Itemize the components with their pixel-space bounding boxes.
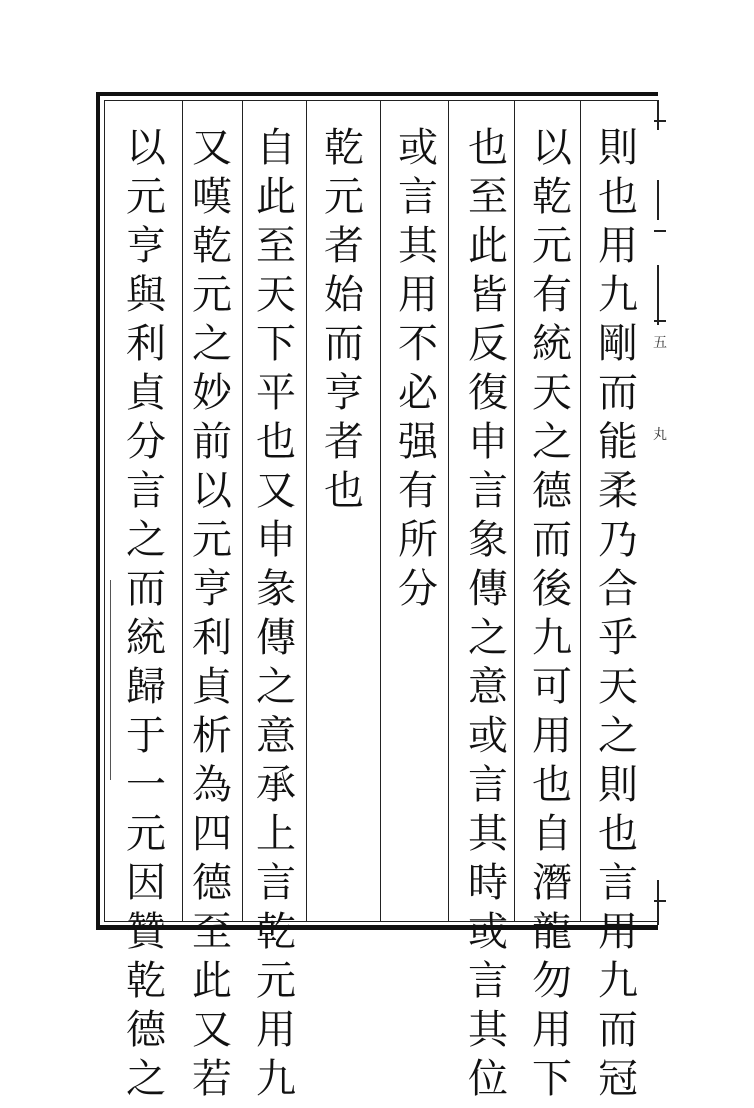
glyph: 之 — [126, 517, 166, 563]
glyph: 元 — [126, 811, 166, 857]
glyph: 元 — [192, 517, 232, 563]
glyph: 至 — [192, 909, 232, 955]
margin-stroke — [110, 580, 111, 780]
glyph: 也 — [598, 811, 638, 857]
glyph: 用 — [256, 1007, 296, 1053]
glyph: 又 — [192, 1007, 232, 1053]
glyph: 始 — [324, 272, 364, 318]
glyph: 之 — [126, 1056, 166, 1102]
glyph: 有 — [398, 468, 438, 514]
glyph: 其 — [468, 1007, 508, 1053]
glyph: 亨 — [192, 566, 232, 612]
glyph: 柔 — [598, 468, 638, 514]
glyph: 于 — [126, 713, 166, 759]
glyph: 傳 — [256, 615, 296, 661]
glyph: 九 — [532, 615, 572, 661]
gutter-mark: 丸 — [653, 427, 667, 443]
column-rule — [380, 100, 381, 922]
glyph: 前 — [192, 419, 232, 465]
glyph: 或 — [468, 713, 508, 759]
glyph: 又 — [256, 468, 296, 514]
glyph: 申 — [256, 517, 296, 563]
glyph: 言 — [256, 860, 296, 906]
glyph: 冠 — [598, 1056, 638, 1102]
glyph: 傳 — [468, 566, 508, 612]
glyph: 贊 — [126, 909, 166, 955]
glyph: 所 — [398, 517, 438, 563]
column-rule — [306, 100, 307, 922]
glyph: 而 — [598, 370, 638, 416]
glyph: 其 — [398, 223, 438, 269]
glyph: 德 — [532, 468, 572, 514]
glyph: 元 — [324, 174, 364, 220]
glyph: 平 — [256, 370, 296, 416]
glyph: 或 — [468, 909, 508, 955]
glyph: 元 — [192, 272, 232, 318]
glyph: 申 — [468, 419, 508, 465]
text-column-3 — [462, 125, 514, 1108]
glyph: 若 — [192, 1056, 232, 1102]
text-column-4 — [392, 125, 444, 618]
glyph: 九 — [598, 272, 638, 318]
glyph: 合 — [598, 566, 638, 612]
glyph: 也 — [468, 125, 508, 171]
glyph: 其 — [468, 811, 508, 857]
glyph: 歸 — [126, 664, 166, 710]
glyph: 乾 — [256, 909, 296, 955]
glyph: 後 — [532, 566, 572, 612]
glyph: 意 — [256, 713, 296, 759]
glyph: 之 — [192, 321, 232, 367]
column-rule — [514, 100, 515, 922]
glyph: 乃 — [598, 517, 638, 563]
glyph: 象 — [468, 517, 508, 563]
glyph: 與 — [126, 272, 166, 318]
glyph: 以 — [532, 125, 572, 171]
glyph: 言 — [468, 468, 508, 514]
glyph: 以 — [126, 125, 166, 171]
glyph: 一 — [126, 762, 166, 808]
glyph: 乎 — [598, 615, 638, 661]
glyph: 此 — [192, 958, 232, 1004]
glyph: 承 — [256, 762, 296, 808]
glyph: 下 — [532, 1056, 572, 1102]
glyph: 統 — [532, 321, 572, 367]
glyph: 乾 — [532, 174, 572, 220]
glyph: 彖 — [256, 566, 296, 612]
column-rule — [448, 100, 449, 922]
glyph: 貞 — [192, 664, 232, 710]
text-column-8 — [120, 125, 172, 1108]
glyph: 天 — [532, 370, 572, 416]
glyph: 德 — [126, 1007, 166, 1053]
glyph: 龍 — [532, 909, 572, 955]
gutter-tick — [654, 230, 666, 232]
text-column-5 — [318, 125, 370, 520]
glyph: 元 — [126, 174, 166, 220]
glyph: 分 — [126, 419, 166, 465]
gutter-tick — [654, 900, 666, 902]
glyph: 或 — [398, 125, 438, 171]
glyph: 皆 — [468, 272, 508, 318]
glyph: 者 — [324, 223, 364, 269]
column-rule — [182, 100, 183, 922]
glyph: 元 — [256, 958, 296, 1004]
glyph: 能 — [598, 419, 638, 465]
glyph: 亨 — [126, 223, 166, 269]
glyph: 者 — [324, 419, 364, 465]
glyph: 强 — [398, 419, 438, 465]
text-column-7 — [186, 125, 238, 1108]
gutter-line — [657, 180, 659, 220]
glyph: 又 — [192, 125, 232, 171]
gutter-line — [657, 880, 659, 925]
glyph: 至 — [256, 223, 296, 269]
glyph: 利 — [192, 615, 232, 661]
glyph: 言 — [398, 174, 438, 220]
glyph: 妙 — [192, 370, 232, 416]
column-rule — [580, 100, 581, 922]
glyph: 意 — [468, 664, 508, 710]
glyph: 因 — [126, 860, 166, 906]
glyph: 言 — [468, 762, 508, 808]
glyph: 反 — [468, 321, 508, 367]
glyph: 統 — [126, 615, 166, 661]
glyph: 天 — [256, 272, 296, 318]
glyph: 自 — [256, 125, 296, 171]
glyph: 之 — [468, 615, 508, 661]
page-gutter — [650, 100, 668, 930]
glyph: 言 — [468, 958, 508, 1004]
glyph: 用 — [532, 1007, 572, 1053]
glyph: 以 — [192, 468, 232, 514]
glyph: 勿 — [532, 958, 572, 1004]
glyph: 之 — [598, 713, 638, 759]
glyph: 也 — [324, 468, 364, 514]
glyph: 貞 — [126, 370, 166, 416]
glyph: 必 — [398, 370, 438, 416]
glyph: 言 — [126, 468, 166, 514]
glyph: 上 — [256, 811, 296, 857]
glyph: 為 — [192, 762, 232, 808]
glyph: 九 — [598, 958, 638, 1004]
glyph: 用 — [598, 909, 638, 955]
glyph: 乾 — [324, 125, 364, 171]
glyph: 之 — [532, 419, 572, 465]
glyph: 也 — [532, 762, 572, 808]
gutter-tick — [654, 120, 666, 122]
glyph: 乾 — [126, 958, 166, 1004]
glyph: 而 — [598, 1007, 638, 1053]
glyph: 有 — [532, 272, 572, 318]
gutter-mark: 五 — [653, 335, 667, 351]
glyph: 則 — [598, 762, 638, 808]
glyph: 用 — [532, 713, 572, 759]
gutter-line — [657, 265, 659, 325]
glyph: 自 — [532, 811, 572, 857]
gutter-line — [657, 100, 659, 130]
glyph: 也 — [598, 174, 638, 220]
column-rule — [242, 100, 243, 922]
glyph: 也 — [256, 419, 296, 465]
glyph: 四 — [192, 811, 232, 857]
glyph: 剛 — [598, 321, 638, 367]
glyph: 而 — [324, 321, 364, 367]
glyph: 德 — [192, 860, 232, 906]
glyph: 用 — [598, 223, 638, 269]
glyph: 元 — [532, 223, 572, 269]
glyph: 天 — [598, 664, 638, 710]
glyph: 不 — [398, 321, 438, 367]
glyph: 此 — [468, 223, 508, 269]
glyph: 至 — [468, 174, 508, 220]
glyph: 之 — [256, 664, 296, 710]
gutter-tick — [654, 320, 666, 322]
glyph: 而 — [126, 566, 166, 612]
glyph: 析 — [192, 713, 232, 759]
glyph: 位 — [468, 1056, 508, 1102]
glyph: 可 — [532, 664, 572, 710]
glyph: 乾 — [192, 223, 232, 269]
glyph: 下 — [256, 321, 296, 367]
glyph: 亨 — [324, 370, 364, 416]
glyph: 則 — [598, 125, 638, 171]
text-column-1 — [592, 125, 644, 1108]
glyph: 時 — [468, 860, 508, 906]
text-column-6 — [250, 125, 302, 1108]
glyph: 用 — [398, 272, 438, 318]
glyph: 此 — [256, 174, 296, 220]
glyph: 九 — [256, 1056, 296, 1102]
glyph: 復 — [468, 370, 508, 416]
glyph: 潛 — [532, 860, 572, 906]
glyph: 分 — [398, 566, 438, 612]
glyph: 利 — [126, 321, 166, 367]
glyph: 言 — [598, 860, 638, 906]
glyph: 嘆 — [192, 174, 232, 220]
glyph: 而 — [532, 517, 572, 563]
text-column-2 — [526, 125, 578, 1108]
